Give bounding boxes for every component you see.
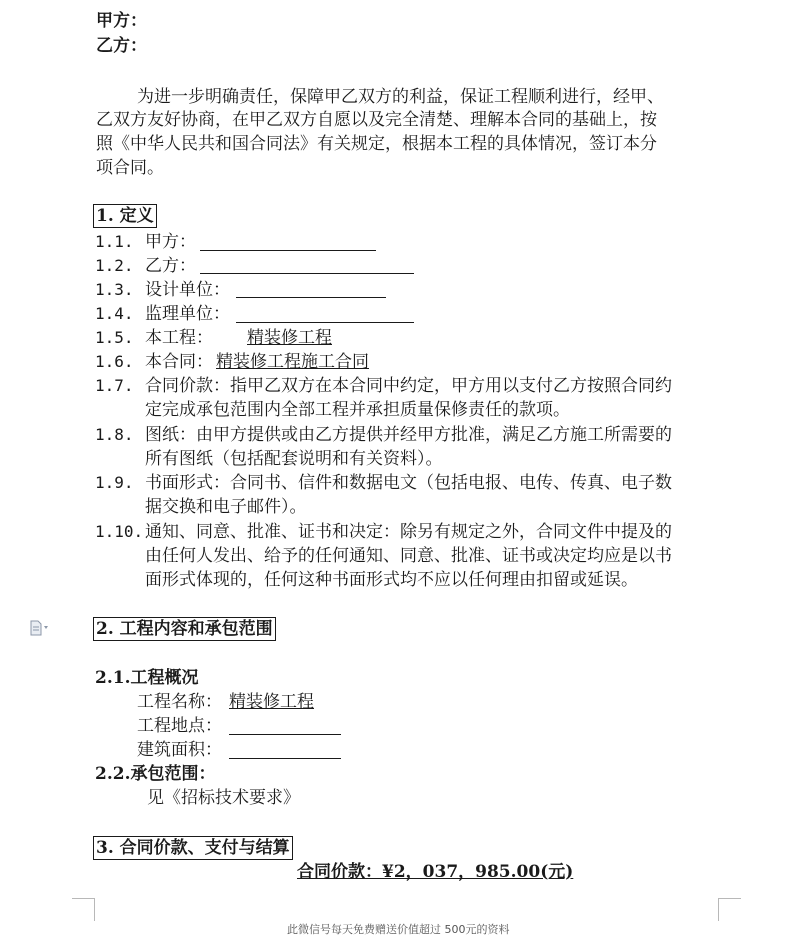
subsection-title: 2.2.承包范围：	[95, 764, 216, 784]
subsection-title: 2.1.工程概况	[95, 668, 199, 688]
item-value: 精装修工程施工合同	[216, 352, 369, 372]
preamble-line-3: 照《中华人民共和国合同法》有关规定，根据本工程的具体情况，签订本分	[96, 134, 657, 154]
item-number: 1.8.	[95, 425, 134, 444]
document-icon[interactable]	[28, 620, 50, 636]
item-text-line: 图纸：由甲方提供或由乙方提供并经甲方批准，满足乙方施工所需要的	[145, 425, 672, 445]
item-label: 监理单位：	[145, 304, 230, 324]
item-text-line: 定完成承包范围内全部工程并承担质量保修责任的款项。	[145, 400, 570, 420]
blank-line	[236, 297, 386, 298]
section-1-title: 1. 定义	[93, 204, 157, 228]
blank-line	[200, 250, 376, 251]
item-number: 1.6.	[95, 352, 134, 371]
item-label: 甲方：	[145, 232, 196, 252]
item-number: 1.2.	[95, 256, 134, 275]
blank-line	[236, 322, 414, 323]
project-site-label: 工程地点：	[137, 716, 222, 736]
item-label: 乙方：	[145, 256, 196, 276]
item-text-line: 由任何人发出、给予的任何通知、同意、批准、证书或决定均应是以书	[145, 546, 672, 566]
item-text-line: 所有图纸（包括配套说明和有关资料）。	[145, 449, 443, 469]
scope-text: 见《招标技术要求》	[147, 788, 300, 808]
contract-price: 合同价款：¥2，037，985.00(元)	[297, 862, 574, 882]
item-text-line: 面形式体现的，任何这种书面形式均不应以任何理由扣留或延误。	[145, 570, 638, 590]
floor-area-label: 建筑面积：	[137, 740, 222, 760]
crop-mark	[72, 898, 95, 921]
item-number: 1.4.	[95, 304, 134, 323]
item-label: 本工程：	[145, 328, 213, 348]
item-number: 1.9.	[95, 473, 134, 492]
item-number: 1.3.	[95, 280, 134, 299]
item-label: 设计单位：	[145, 280, 230, 300]
crop-mark	[718, 898, 741, 921]
preamble-line-2: 乙双方友好协商，在甲乙双方自愿以及完全清楚、理解本合同的基础上，按	[96, 110, 657, 130]
blank-line	[229, 734, 341, 735]
party-b-heading: 乙方：	[96, 36, 147, 56]
item-label: 本合同：	[145, 352, 213, 372]
item-text-line: 书面形式：合同书、信件和数据电文（包括电报、电传、传真、电子数	[145, 473, 672, 493]
item-number: 1.7.	[95, 376, 134, 395]
item-text-line: 据交换和电子邮件）。	[145, 497, 307, 517]
section-2-title: 2. 工程内容和承包范围	[93, 617, 276, 641]
section-3-title: 3. 合同价款、支付与结算	[93, 836, 293, 860]
party-a-heading: 甲方：	[96, 11, 147, 31]
item-value: 精装修工程	[247, 328, 332, 348]
footer-note: 此微信号每天免费赠送价值超过 500元的资料	[287, 923, 510, 936]
project-name-value: 精装修工程	[229, 692, 314, 712]
blank-line	[229, 758, 341, 759]
item-text-line: 通知、同意、批准、证书和决定：除另有规定之外，合同文件中提及的	[145, 522, 672, 542]
item-number: 1.10.	[95, 522, 144, 541]
item-text-line: 合同价款：指甲乙双方在本合同中约定，甲方用以支付乙方按照合同约	[145, 376, 672, 396]
preamble-line-4: 项合同。	[96, 158, 164, 178]
item-number: 1.5.	[95, 328, 134, 347]
blank-line	[200, 273, 414, 274]
preamble-line-1: 为进一步明确责任，保障甲乙双方的利益，保证工程顺利进行，经甲、	[137, 87, 664, 107]
item-number: 1.1.	[95, 232, 134, 251]
project-name-label: 工程名称：	[137, 692, 222, 712]
